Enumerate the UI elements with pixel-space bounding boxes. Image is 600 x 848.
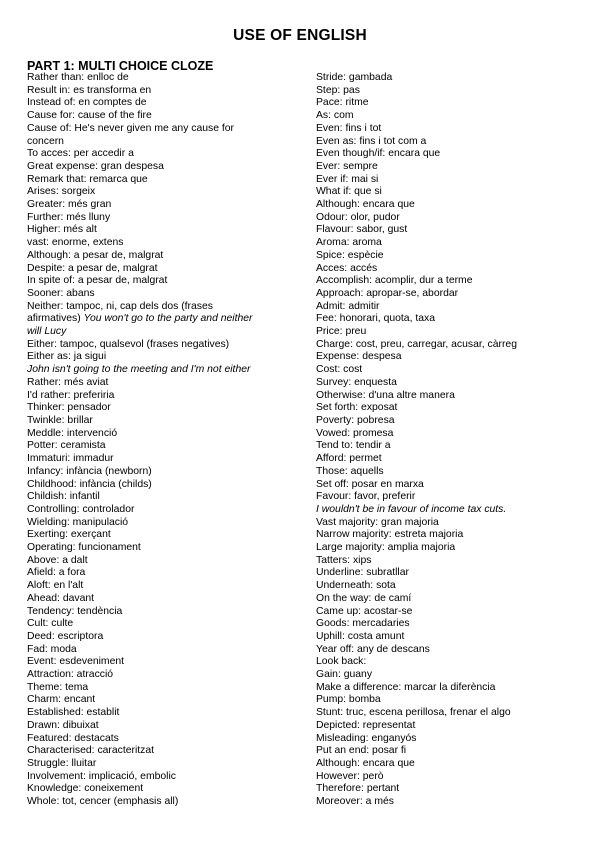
vocab-entry-text: Those: aquells [316, 465, 384, 477]
vocab-entry-text: Either: tampoc, qualsevol (frases negatives) [27, 338, 230, 350]
vocab-entry [316, 491, 586, 504]
vocab-entry [316, 593, 586, 606]
vocab-entry [27, 339, 293, 352]
vocab-entry-text: Established: establit [27, 707, 120, 719]
vocab-entry-text: Wielding: manipulació [27, 516, 129, 528]
vocab-entry-text: Featured: destacats [27, 732, 119, 744]
vocab-entry-text: Event: esdeveniment [27, 656, 125, 668]
vocab-entry-text: Thinker: pensador [27, 402, 111, 414]
vocab-entry-text: Cost: cost [316, 364, 363, 376]
vocab-entry [316, 85, 586, 98]
vocab-entry [316, 288, 586, 301]
vocab-entry [27, 377, 293, 390]
vocab-entry-text: Put an end: posar fi [316, 745, 407, 757]
vocab-entry [27, 593, 293, 606]
vocab-entry [27, 682, 293, 695]
vocab-entry [27, 631, 293, 644]
vocab-entry [316, 783, 586, 796]
vocab-entry [27, 771, 293, 784]
vocab-entry [27, 415, 293, 428]
vocab-entry [27, 504, 293, 517]
vocab-entry-text: Involvement: implicació, embolic [27, 770, 176, 782]
vocab-entry-text: Otherwise: d'una altre manera [316, 389, 455, 401]
vocab-entry-text: Infancy: infància (newborn) [27, 465, 152, 477]
vocab-entry-text: Above: a dalt [27, 554, 88, 566]
vocab-entry [27, 250, 293, 263]
vocab-entry-text: Aroma: aroma [316, 237, 382, 249]
vocab-entry-text: concern [27, 135, 64, 147]
vocab-entry [316, 771, 586, 784]
right-column [316, 72, 586, 809]
vocab-entry-text: Attraction: atracció [27, 669, 114, 681]
vocab-entry-text: Accomplish: acomplir, dur a terme [316, 275, 473, 287]
vocab-entry-text: Price: preu [316, 326, 367, 338]
vocab-entry-text: Instead of: en comptes de [27, 97, 147, 109]
vocab-entry-text: Year off: any de descans [316, 643, 430, 655]
vocab-entry [27, 224, 293, 237]
vocab-entry-text: Childish: infantil [27, 491, 100, 503]
vocab-entry [316, 351, 586, 364]
vocab-entry [316, 567, 586, 580]
vocab-entry [316, 415, 586, 428]
vocab-entry-text: Afford: permet [316, 453, 382, 465]
vocab-entry [27, 796, 293, 809]
vocab-entry [316, 694, 586, 707]
vocab-entry-text: Favour: favor, preferir [316, 491, 416, 503]
vocab-entry [316, 529, 586, 542]
vocab-entry-text: As: com [316, 110, 354, 122]
vocab-entry-text: Fee: honorari, quota, taxa [316, 313, 435, 325]
vocab-entry [316, 136, 586, 149]
vocab-entry-text: However: però [316, 770, 384, 782]
vocab-entry-text: Expense: despesa [316, 351, 402, 363]
vocab-entry [27, 669, 293, 682]
vocab-entry-text: Potter: ceramista [27, 440, 106, 452]
vocab-entry-text: Higher: més alt [27, 224, 97, 236]
vocab-entry [27, 745, 293, 758]
vocab-entry [27, 326, 293, 339]
vocab-entry-text: Although: a pesar de, malgrat [27, 249, 164, 261]
vocab-entry-text: Depicted: representat [316, 719, 416, 731]
vocab-entry [316, 313, 586, 326]
vocab-entry-text: vast: enorme, extens [27, 237, 124, 249]
vocab-entry [27, 707, 293, 720]
vocab-entry [27, 783, 293, 796]
vocab-entry-text: Pace: ritme [316, 97, 369, 109]
vocab-entry-text: Cause of: He's never given me any cause for [27, 122, 235, 134]
vocab-entry [27, 136, 293, 149]
vocab-entry [27, 212, 293, 225]
vocab-entry [316, 402, 586, 415]
vocab-entry [316, 174, 586, 187]
vocab-entry-text: Poverty: pobresa [316, 414, 395, 426]
vocab-entry [27, 720, 293, 733]
vocab-entry [27, 148, 293, 161]
vocab-entry [316, 123, 586, 136]
vocab-entry-text: Tatters: xips [316, 554, 372, 566]
vocab-entry-text: Sooner: abans [27, 287, 95, 299]
vocab-entry [27, 237, 293, 250]
vocab-entry-text: Make a difference: marcar la diferència [316, 681, 496, 693]
vocab-entry [316, 212, 586, 225]
vocab-entry-text: Tendency: tendència [27, 605, 123, 617]
vocab-entry [316, 148, 586, 161]
vocab-entry-text: Even as: fins i tot com a [316, 135, 427, 147]
vocab-entry [316, 339, 586, 352]
vocab-entry [316, 796, 586, 809]
vocab-entry-text: Gain: guany [316, 669, 373, 681]
vocab-entry-text: Vowed: promesa [316, 427, 394, 439]
vocab-entry-text: Stride: gambada [316, 72, 393, 83]
vocab-entry-text: Controlling: controlador [27, 503, 135, 515]
vocab-entry [316, 161, 586, 174]
vocab-entry [27, 529, 293, 542]
vocab-entry-text: Set off: posar en marxa [316, 478, 424, 490]
vocab-entry-text: I wouldn't be in favour of income tax cuts. [316, 503, 507, 515]
vocab-entry [316, 555, 586, 568]
vocab-entry [27, 644, 293, 657]
vocab-entry [316, 466, 586, 479]
vocab-entry [316, 720, 586, 733]
vocab-entry-text: Rather than: enlloc de [27, 72, 129, 83]
vocab-entry [316, 631, 586, 644]
vocab-entry [316, 326, 586, 339]
vocab-entry [27, 263, 293, 276]
vocab-entry-text: Narrow majority: estreta majoria [316, 529, 464, 541]
vocab-entry-text: Vast majority: gran majoria [316, 516, 439, 528]
vocab-entry-text: Knowledge: coneixement [27, 783, 144, 795]
vocab-entry [316, 580, 586, 593]
vocab-entry [27, 390, 293, 403]
vocab-entry-text: Moreover: a més [316, 796, 394, 808]
vocab-entry [316, 656, 586, 669]
vocab-entry-text: Step: pas [316, 84, 360, 96]
vocab-entry-text: Uphill: costa amunt [316, 630, 405, 642]
vocab-entry [27, 440, 293, 453]
vocab-entry [316, 301, 586, 314]
vocab-entry-text: Although: encara que [316, 199, 415, 211]
vocab-entry-text: Large majority: amplia majoria [316, 542, 456, 554]
vocab-entry-text: Cult: culte [27, 618, 74, 630]
vocab-entry-text: Ever: sempre [316, 160, 378, 172]
vocab-entry [27, 199, 293, 212]
vocab-entry-text: Immaturi: immadur [27, 453, 114, 465]
vocab-entry [316, 504, 586, 517]
vocab-entry [316, 224, 586, 237]
vocab-entry-text: Stunt: truc, escena perillosa, frenar el algo [316, 707, 511, 719]
vocab-entry [27, 517, 293, 530]
vocab-entry [27, 618, 293, 631]
vocab-example-text: You won't go to the party and neither [83, 313, 253, 325]
vocab-entry [316, 745, 586, 758]
vocab-entry-text: Spice: espècie [316, 249, 384, 261]
vocab-entry-text: Struggle: lluitar [27, 757, 97, 769]
vocab-entry [27, 428, 293, 441]
vocab-entry [27, 555, 293, 568]
vocab-entry-text: will Lucy [27, 326, 67, 338]
page-title: USE OF ENGLISH [233, 27, 367, 44]
vocab-entry [316, 644, 586, 657]
vocab-entry [27, 301, 293, 314]
vocab-entry [27, 313, 293, 326]
vocab-entry [27, 402, 293, 415]
vocab-entry [27, 606, 293, 619]
vocab-entry [316, 390, 586, 403]
vocab-entry [316, 606, 586, 619]
vocab-entry-text: Even though/if: encara que [316, 148, 441, 160]
vocab-entry-text: Fad: moda [27, 643, 77, 655]
vocab-entry [316, 199, 586, 212]
vocab-entry-text: Came up: acostar-se [316, 605, 413, 617]
vocab-entry-text: Exerting: exerçant [27, 529, 111, 541]
vocab-entry [316, 618, 586, 631]
vocab-entry [316, 250, 586, 263]
vocab-entry [27, 567, 293, 580]
vocab-entry-text: Arises: sorgeix [27, 186, 96, 198]
vocab-entry [316, 428, 586, 441]
vocab-entry-text: Tend to: tendir a [316, 440, 391, 452]
vocab-entry-text: Operating: funcionament [27, 542, 141, 554]
vocab-entry-text: Approach: apropar-se, abordar [316, 287, 459, 299]
vocab-entry [27, 542, 293, 555]
vocab-entry-text: In spite of: a pesar de, malgrat [27, 275, 168, 287]
vocab-entry-text: Survey: enquesta [316, 376, 397, 388]
vocab-entry-text: Even: fins i tot [316, 122, 382, 134]
vocab-entry [27, 123, 293, 136]
vocab-entry [27, 453, 293, 466]
vocab-entry-text: Remark that: remarca que [27, 173, 148, 185]
vocab-entry-text: On the way: de camí [316, 592, 412, 604]
vocab-entry [316, 758, 586, 771]
vocab-entry-text: Charge: cost, preu, carregar, acusar, càrreg [316, 338, 517, 350]
left-column [27, 72, 293, 809]
vocab-entry [316, 186, 586, 199]
vocab-entry-text: Underneath: sota [316, 580, 396, 592]
vocab-entry [27, 580, 293, 593]
vocab-entry [316, 479, 586, 492]
vocab-entry [316, 275, 586, 288]
vocab-entry [27, 97, 293, 110]
vocab-entry-text: Afield: a fora [27, 567, 86, 579]
vocab-entry-text: Neither: tampoc, ni, cap dels dos (frases [27, 300, 213, 312]
vocab-entry [27, 275, 293, 288]
section-heading: PART 1: MULTI CHOICE CLOZE [27, 59, 214, 73]
vocab-entry [316, 263, 586, 276]
vocab-entry-text: Ever if: mai si [316, 173, 379, 185]
vocab-entry-text: Pump: bomba [316, 694, 381, 706]
vocab-entry-text: Goods: mercadaries [316, 618, 410, 630]
vocab-entry [27, 186, 293, 199]
vocab-entry-text: Theme: tema [27, 681, 89, 693]
vocab-entry-text: Greater: més gran [27, 199, 112, 211]
vocab-entry [27, 694, 293, 707]
vocab-entry [316, 97, 586, 110]
vocab-entry-text: Drawn: dibuixat [27, 719, 99, 731]
vocab-entry-text: Great expense: gran despesa [27, 160, 164, 172]
vocab-entry [27, 364, 293, 377]
vocab-entry-text: Despite: a pesar de, malgrat [27, 262, 158, 274]
vocab-entry-text: Twinkle: brillar [27, 414, 93, 426]
vocab-entry-text: Aloft: en l'alt [27, 580, 84, 592]
vocab-entry-text: Either as: ja sigui [27, 351, 107, 363]
vocab-entry [316, 110, 586, 123]
vocab-entry-text: Charm: encant [27, 694, 96, 706]
vocab-entry [27, 466, 293, 479]
vocab-entry-text: Ahead: davant [27, 592, 95, 604]
vocab-entry-text: Odour: olor, pudor [316, 211, 400, 223]
vocab-entry [27, 656, 293, 669]
vocab-entry-text: To acces: per accedir a [27, 148, 134, 160]
vocab-entry-text: John isn't going to the meeting and I'm not either [27, 364, 251, 376]
vocab-entry-text: Whole: tot, cencer (emphasis all) [27, 796, 179, 808]
vocab-entry-text: I'd rather: preferiria [27, 389, 115, 401]
vocab-entry [316, 682, 586, 695]
vocab-entry-text: Look back: [316, 656, 367, 668]
vocab-entry [27, 351, 293, 364]
vocab-entry [27, 72, 293, 85]
vocab-entry-text: afirmatives) [27, 313, 84, 325]
vocab-entry [27, 491, 293, 504]
vocab-entry [27, 758, 293, 771]
vocab-entry-text: Although: encara que [316, 757, 415, 769]
vocab-entry-text: Underline: subratllar [316, 567, 409, 579]
vocab-entry-text: Set forth: exposat [316, 402, 398, 414]
vocab-entry [316, 542, 586, 555]
vocab-entry [27, 733, 293, 746]
vocab-entry-text: Childhood: infància (childs) [27, 478, 152, 490]
vocab-entry [27, 174, 293, 187]
vocab-entry-text: Cause for: cause of the fire [27, 110, 152, 122]
vocab-entry-text: Therefore: pertant [316, 783, 400, 795]
vocab-entry-text: Further: més lluny [27, 211, 111, 223]
vocab-entry [316, 440, 586, 453]
vocab-entry [316, 733, 586, 746]
vocab-entry-text: Flavour: sabor, gust [316, 224, 408, 236]
vocab-entry [27, 110, 293, 123]
vocab-entry [27, 85, 293, 98]
vocab-entry-text: What if: que si [316, 186, 382, 198]
vocab-entry [27, 161, 293, 174]
vocab-entry [316, 377, 586, 390]
vocab-entry [316, 707, 586, 720]
vocab-entry [316, 669, 586, 682]
vocab-entry-text: Acces: accés [316, 262, 378, 274]
vocab-entry-text: Admit: admitir [316, 300, 380, 312]
vocab-entry [316, 72, 586, 85]
vocab-entry [316, 364, 586, 377]
vocab-entry [316, 453, 586, 466]
vocab-entry-text: Misleading: enganyós [316, 732, 417, 744]
vocab-entry-text: Result in: es transforma en [27, 84, 152, 96]
vocab-entry [316, 517, 586, 530]
vocab-entry-text: Deed: escriptora [27, 630, 104, 642]
vocab-entry [27, 288, 293, 301]
vocab-entry-text: Characterised: caracteritzat [27, 745, 155, 757]
vocab-entry-text: Meddle: intervenció [27, 427, 118, 439]
vocab-entry-text: Rather: més aviat [27, 376, 109, 388]
vocab-entry [27, 479, 293, 492]
vocab-entry [316, 237, 586, 250]
